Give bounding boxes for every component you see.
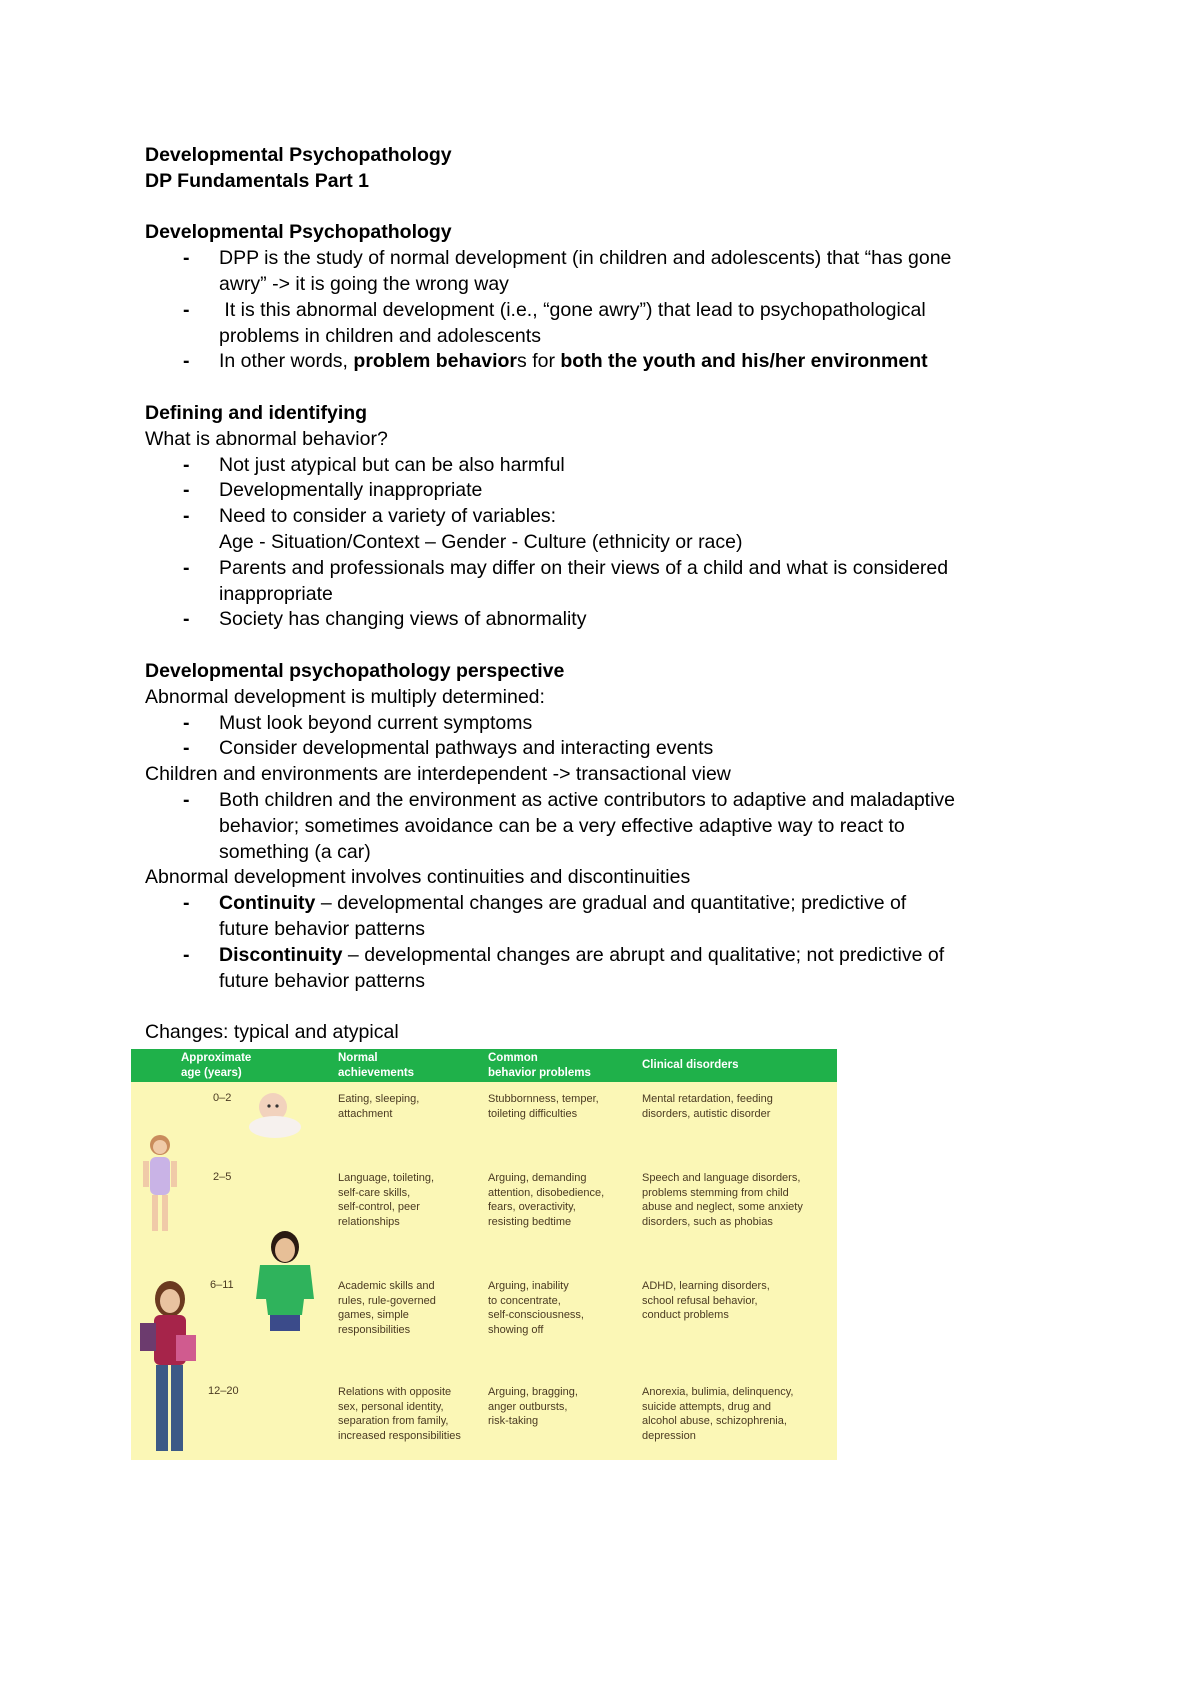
document-body: Developmental Psychopathology DP Fundamentals Part 1 Developmental Psychopathology - DPP is the study of normal development (in children and adolescents) that “has gone awry” -> it is going the wrong way - It is this abnormal development (i.e., “gone awry”) that lead to psychopathological problems in children and adolescents - In other words, problem behaviors for both the youth and his/her environment Defining and identifying What is abnormal behavior? - Not just atypical but can be also harmful - Developmentally inappropriate - Need to consider a variety of variables: Age - Situation/Context – Gender - Culture (ethnicity or race) - Parents and professionals may differ on their views of a child and what is considered inappropriate - Society has changing views of abnormality Developmental psychopathology perspective Abnormal development is multiply determined: - Must look beyond current symptoms - Consider developmental pathways and interacting events Children and environments are interdependent -> transactional view - Both children and the environment as active contributors to adaptive and maladaptive behavior; sometimes avoidance can be a very effective adaptive way to react to something (a car) Abnormal development involves continuities and discontinuities - Continuity – developmental changes are gradual and quantitative; predictive of future behavior patterns - Discontinuity – developmental changes are abrupt and qualitative; not predictive of future behavior patterns Changes: typical and atypical — [145, 143, 1075, 1046]
paragraph: Abnormal development is multiply determined: — [145, 685, 545, 708]
list-item: - Need to consider a variety of variables: — [183, 505, 557, 528]
row-age: 12–20 — [208, 1385, 239, 1397]
table-cell: Stubbornness, temper, toileting difficulties — [488, 1093, 599, 1120]
list-item: - Continuity – developmental changes are gradual and quantitative; predictive of — [183, 892, 907, 915]
section-heading-dpp: Developmental Psychopathology — [145, 221, 452, 244]
teen-image — [138, 1279, 200, 1460]
child-image — [250, 1229, 320, 1337]
document-title: Developmental Psychopathology — [145, 144, 452, 166]
list-item: - Society has changing views of abnormality — [183, 608, 587, 631]
header-age: Approximate age (years) — [181, 1052, 252, 1079]
table-cell: Relations with opposite sex, personal identity, separation from family, increased responsibilities — [338, 1386, 461, 1442]
toddler-image — [140, 1131, 180, 1241]
list-item: - Discontinuity – developmental changes are abrupt and qualitative; not predictive of — [183, 943, 945, 966]
table-cell: Academic skills and rules, rule-governed games, simple responsibilities — [338, 1280, 436, 1336]
document-subtitle: DP Fundamentals Part 1 — [145, 169, 369, 192]
baby-image — [239, 1085, 309, 1141]
header-clinical: Clinical disorders — [642, 1059, 739, 1071]
section-heading-defining: Defining and identifying — [145, 401, 368, 424]
table-cell: Arguing, inability to concentrate, self-consciousness, showing off — [488, 1280, 584, 1336]
list-item: - Parents and professionals may differ on their views of a child and what is considered — [183, 556, 949, 579]
table-cell: Mental retardation, feeding disorders, autistic disorder — [642, 1093, 773, 1120]
table-cell: ADHD, learning disorders, school refusal behavior, conduct problems — [642, 1280, 770, 1322]
list-item: - Both children and the environment as active contributors to adaptive and maladaptive — [183, 788, 956, 811]
figure-caption: Changes: typical and atypical — [145, 1021, 399, 1044]
paragraph: Children and environments are interdependent -> transactional view — [145, 763, 731, 786]
list-item: - In other words, problem behaviors for both the youth and his/her environment — [183, 350, 928, 373]
list-item: - Must look beyond current symptoms — [183, 711, 533, 734]
list-item: - Not just atypical but can be also harmful — [183, 453, 565, 476]
list-item: - Developmentally inappropriate — [183, 479, 483, 502]
header-normal: Normal achievements — [338, 1052, 415, 1079]
table-cell: Arguing, demanding attention, disobedience, fears, overactivity, resisting bedtime — [488, 1172, 605, 1228]
table-cell: Eating, sleeping, attachment — [338, 1093, 420, 1120]
row-age: 2–5 — [213, 1171, 232, 1183]
development-table-figure — [131, 1049, 837, 1460]
table-cell: Language, toileting, self-care skills, self-control, peer relationships — [338, 1172, 435, 1228]
list-item: - DPP is the study of normal development (in children and adolescents) that “has gone — [183, 247, 952, 270]
paragraph: What is abnormal behavior? — [145, 427, 388, 450]
list-item: - Consider developmental pathways and interacting events — [183, 737, 714, 760]
table-cell: Anorexia, bulimia, delinquency, suicide attempts, drug and alcohol abuse, schizophrenia, depression — [642, 1386, 794, 1442]
section-heading-perspective: Developmental psychopathology perspective — [145, 659, 565, 682]
row-age: 6–11 — [210, 1279, 234, 1291]
table-cell: Speech and language disorders, problems stemming from child abuse and neglect, some anxiety disorders, such as phobias — [642, 1172, 803, 1228]
table-cell: Arguing, bragging, anger outbursts, risk-taking — [488, 1386, 578, 1428]
row-age: 0–2 — [213, 1092, 232, 1104]
header-problems: Common behavior problems — [488, 1052, 591, 1079]
list-item: - It is this abnormal development (i.e., “gone awry”) that lead to psychopathological — [183, 298, 926, 321]
paragraph: Abnormal development involves continuities and discontinuities — [145, 866, 691, 889]
